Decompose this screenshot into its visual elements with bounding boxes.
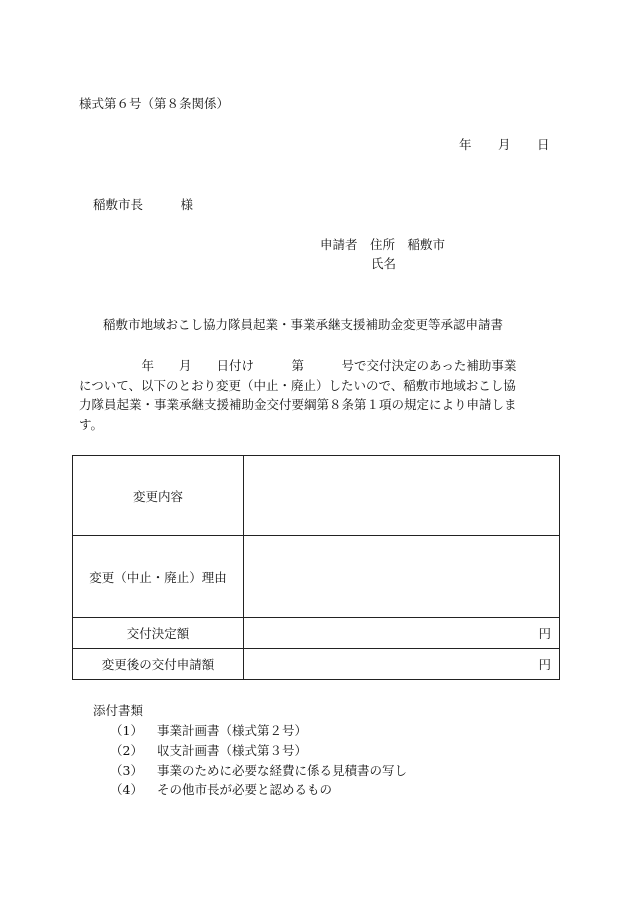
row-label-change-content: 変更内容 <box>73 456 244 536</box>
row-value-change-content[interactable] <box>244 456 560 536</box>
attachment-num: （3） <box>110 763 143 778</box>
table-row <box>73 618 560 649</box>
document-title: 稲敷市地域おこし協力隊員起業・事業承継支援補助金変更等承認申請書 <box>103 317 504 332</box>
applicant-name: 氏名 <box>371 256 397 271</box>
attachment-text: 事業のために必要な経費に係る見積書の写し <box>157 763 408 778</box>
table-row <box>73 456 560 536</box>
applicant-address: 申請者 住所 稲敷市 <box>320 237 446 252</box>
attachment-text: その他市長が必要と認めるもの <box>157 782 333 797</box>
row-value-revised-amount[interactable]: 円 <box>244 649 560 680</box>
date-line: 年 月 日 <box>459 137 551 152</box>
attachment-num: （1） <box>110 723 143 738</box>
row-label-decided-amount: 交付決定額 <box>73 618 244 649</box>
attachment-num: （2） <box>110 743 143 758</box>
application-table <box>72 455 560 680</box>
row-label-change-reason: 変更（中止・廃止）理由 <box>73 536 244 618</box>
attachment-text: 収支計画書（様式第３号） <box>157 743 308 758</box>
body-line: について、以下のとおり変更（中止・廃止）したいので、稲敷市地域おこし協 <box>79 377 516 393</box>
form-number: 様式第６号（第８条関係） <box>79 96 230 111</box>
addressee: 稲敷市長 様 <box>93 197 194 212</box>
attachments-heading: 添付書類 <box>93 703 144 718</box>
body-paragraph <box>79 356 553 434</box>
row-label-revised-amount: 変更後の交付申請額 <box>73 649 244 680</box>
row-value-decided-amount[interactable]: 円 <box>244 618 560 649</box>
body-line: す。 <box>79 416 104 432</box>
body-line: 年 月 日付け 第 号で交付決定のあった補助事業 <box>79 358 517 373</box>
row-value-change-reason[interactable] <box>244 536 560 618</box>
table-row <box>73 649 560 680</box>
attachment-num: （4） <box>110 782 143 797</box>
attachment-text: 事業計画書（様式第２号） <box>157 723 308 738</box>
table-row <box>73 536 560 618</box>
body-line: 力隊員起業・事業承継支援補助金交付要綱第８条第１項の規定により申請しま <box>79 397 517 412</box>
